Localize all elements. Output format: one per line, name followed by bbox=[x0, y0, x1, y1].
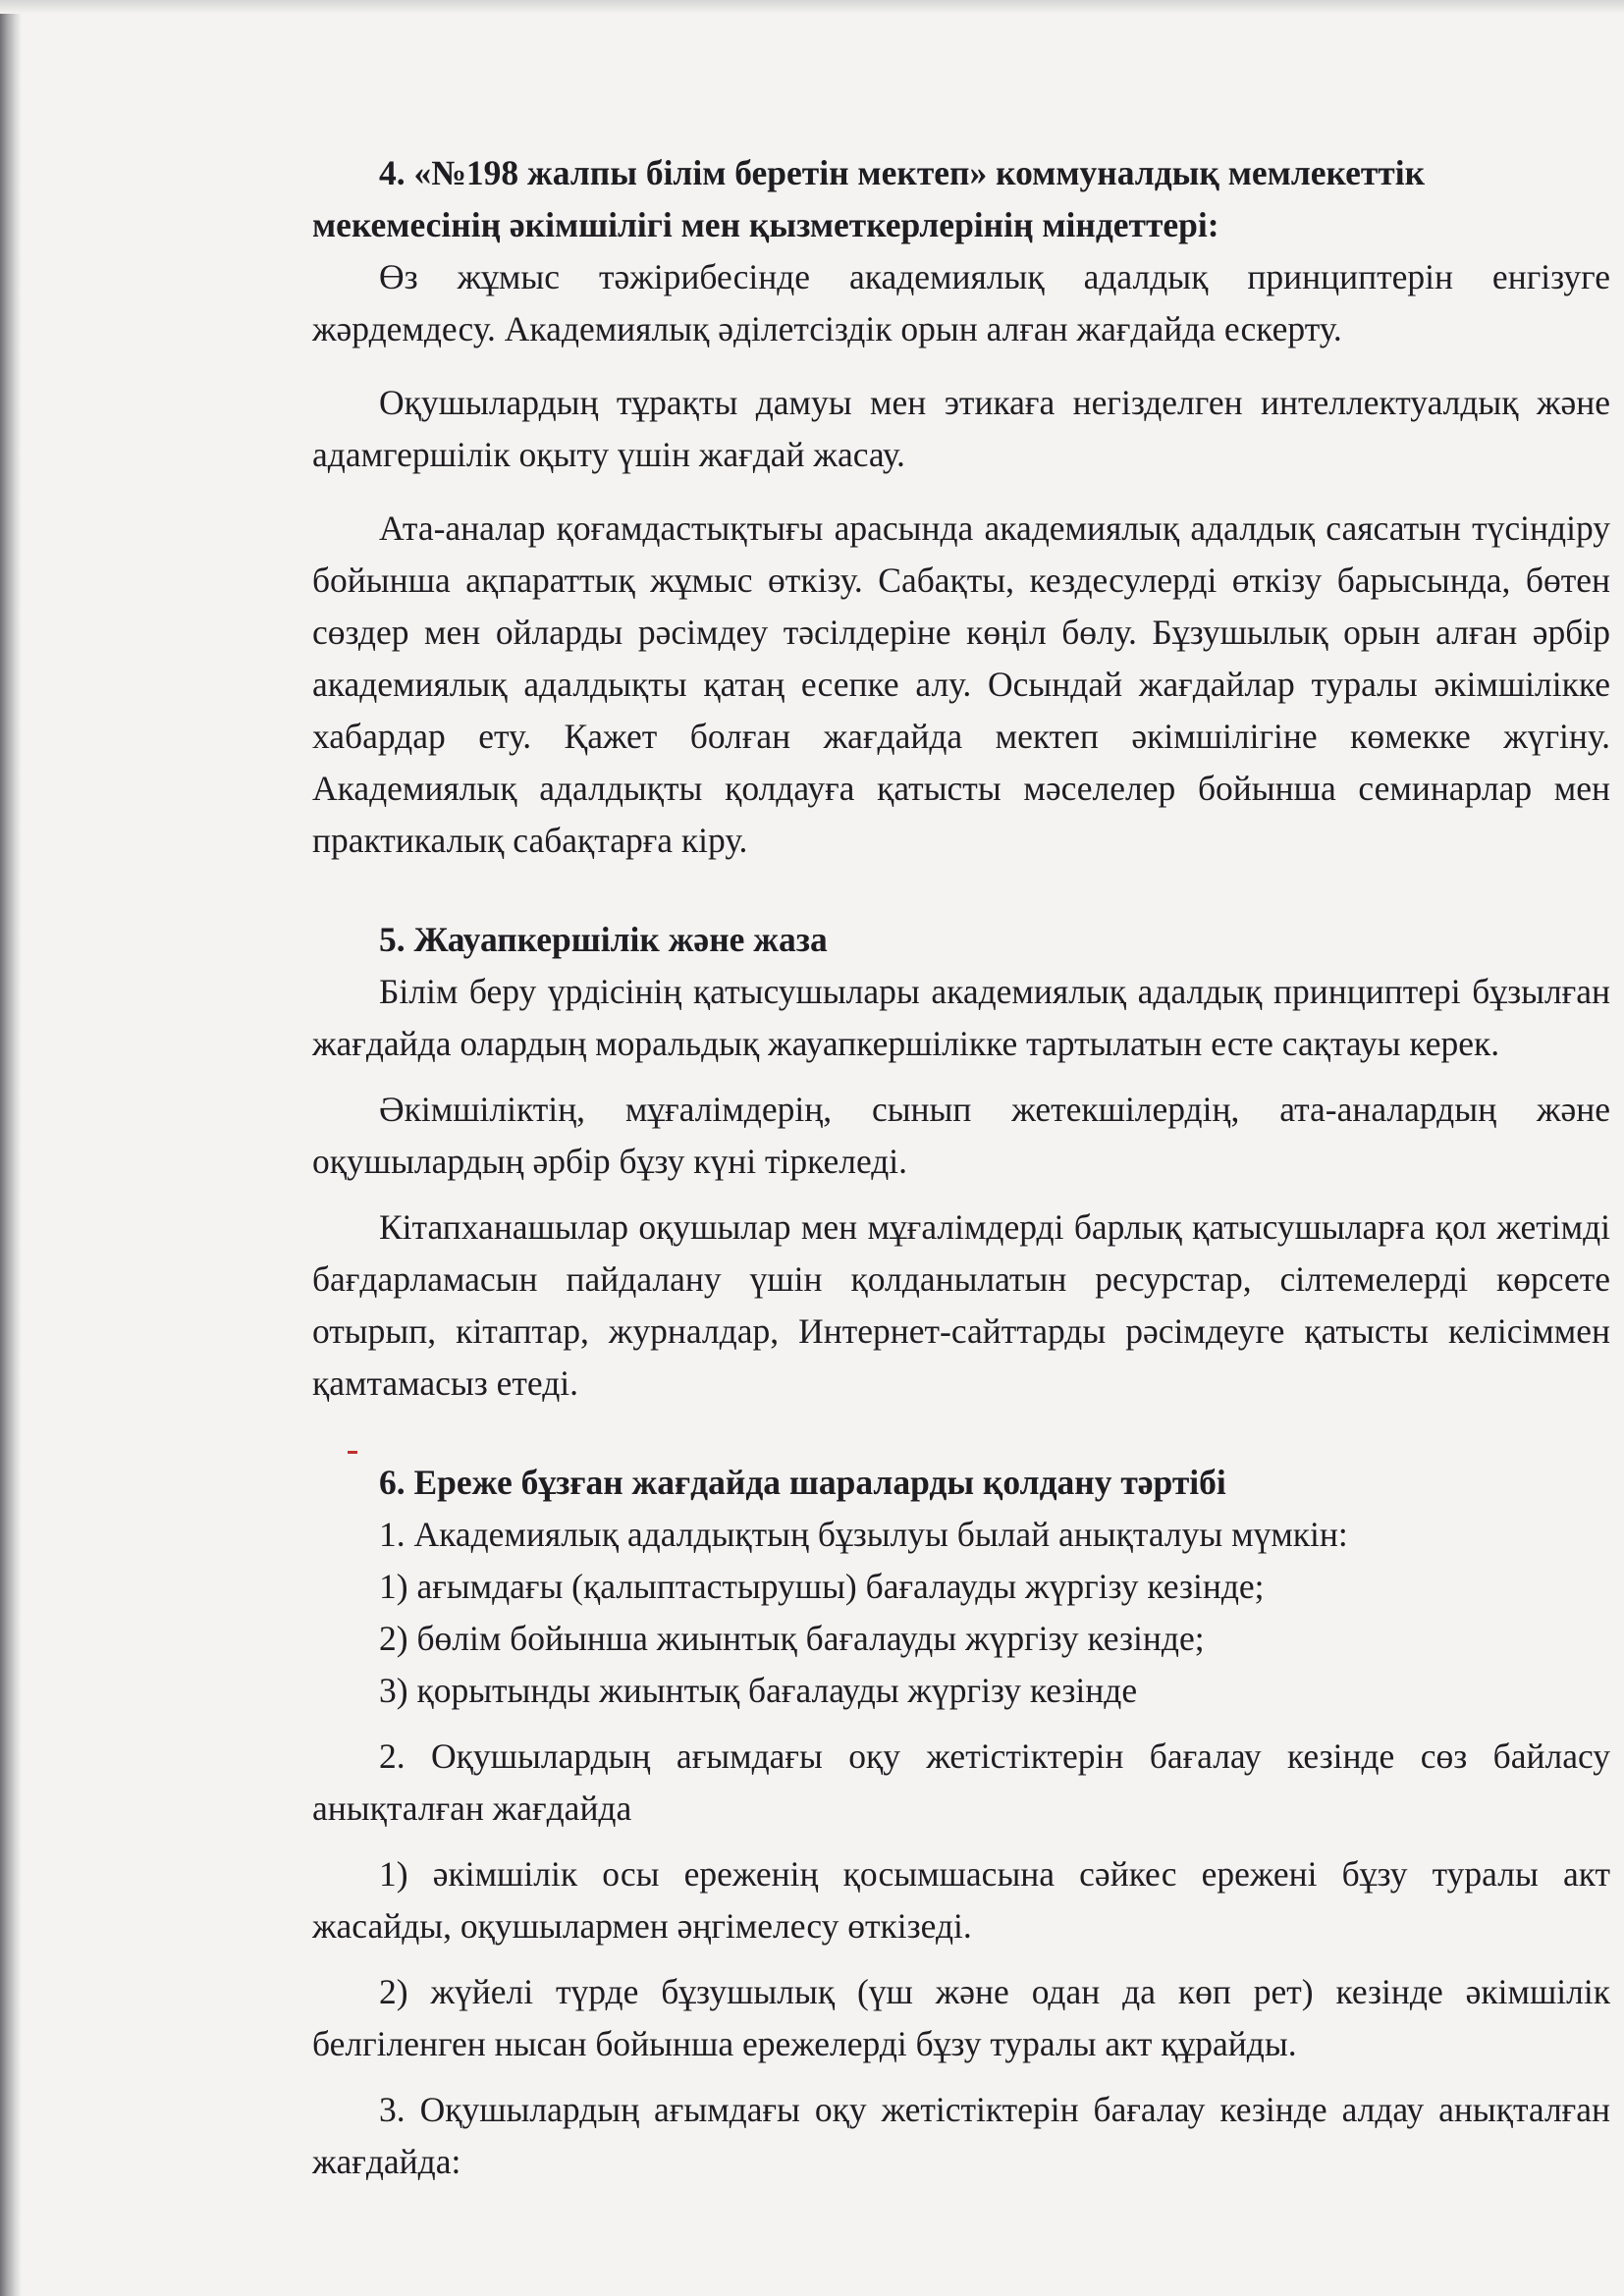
section-5-paragraph-1: Білім беру үрдісінің қатысушылары академиялық адалдық принциптері бұзылған жағдайда олардың моральдық жауапкершілікке тартылатын есте сақтауы керек. bbox=[312, 972, 1610, 1063]
document-body bbox=[312, 147, 1610, 2188]
section-6-paragraph-5: 3. Оқушылардың ағымдағы оқу жетістіктерін бағалау кезінде алдау анықталған жағдайда: bbox=[312, 2090, 1610, 2181]
section-5-paragraph-3: Кітапханашылар оқушылар мен мұғалімдерді барлық қатысушыларға қол жетімді бағдарламасын пайдалану үшін қолданылатын ресурстар, сілтемелерді көрсете отырып, кітаптар, журналдар, Интернет-сайттарды рәсімдеуге қатысты келісіммен қамтамасыз етеді. bbox=[312, 1207, 1610, 1403]
section-6-heading: 6. Ереже бұзған жағдайда шараларды қолдану тәртібі bbox=[379, 1463, 1226, 1502]
section-4-paragraph-1: Өз жұмыс тәжірибесінде академиялық адалдық принциптерін енгізуге жәрдемдесу. Академиялық әділетсіздік орын алған жағдайда ескерту. bbox=[312, 257, 1610, 348]
list-item: 1) ағымдағы (қалыптастырушы) бағалауды жүргізу кезінде; bbox=[379, 1567, 1265, 1606]
section-4-heading-line-2: мекемесінің әкімшілігі мен қызметкерлерінің міндеттері: bbox=[312, 205, 1219, 244]
list-item: 3) қорытынды жиынтық бағалауды жүргізу кезінде bbox=[379, 1671, 1138, 1710]
scan-left-edge-shadow bbox=[0, 0, 22, 2296]
section-4-paragraph-3: Ата-аналар қоғамдастықтығы арасында академиялық адалдық саясатын түсіндіру бойынша ақпараттық жұмыс өткізу. Сабақты, кездесулерді өткізу барысында, бөтен сөздер мен ойларды рәсімдеу тәсілдеріне көңіл бөлу. Бұзушылық орын алған әрбір академиялық адалдықты қатаң есепке алу. Осындай жағдайлар туралы әкімшілікке хабардар ету. Қажет болған жағдайда мектеп әкімшілігіне көмекке жүгіну. Академиялық адалдықты қолдауға қатысты мәселелер бойынша семинарлар мен практикалық сабақтарға кіру. bbox=[312, 508, 1610, 860]
section-6 bbox=[312, 1457, 1610, 2188]
section-4 bbox=[312, 147, 1610, 867]
scan-top-edge-shadow bbox=[0, 0, 1624, 14]
section-5-heading: 5. Жауапкершілік және жаза bbox=[379, 920, 828, 959]
section-5-paragraph-2: Әкімшіліктің, мұғалімдерің, сынып жетекшілердің, ата-аналардың және оқушылардың әрбір бұзу күні тіркеледі. bbox=[312, 1090, 1610, 1181]
section-6-paragraph-4: 2) жүйелі түрде бұзушылық (үш және одан да көп рет) кезінде әкімшілік белгіленген нысан бойынша ережелерді бұзу туралы акт құрайды. bbox=[312, 1972, 1610, 2063]
section-5 bbox=[312, 914, 1610, 1410]
list-item: 2) бөлім бойынша жиынтық бағалауды жүргізу кезінде; bbox=[379, 1619, 1205, 1658]
section-4-paragraph-2: Оқушылардың тұрақты дамуы мен этикаға негізделген интеллектуалдық және адамгершілік оқыту үшін жағдай жасау. bbox=[312, 383, 1610, 474]
section-4-heading-line-1: 4. «№198 жалпы білім беретін мектеп» коммуналдық мемлекеттік bbox=[379, 153, 1426, 192]
section-6-paragraph-3: 1) әкімшілік осы ереженің қосымшасына сәйкес ережені бұзу туралы акт жасайды, оқушылармен әңгімелесу өткізеді. bbox=[312, 1854, 1610, 1946]
section-6-paragraph-1: 1. Академиялық адалдықтың бұзылуы былай анықталуы мүмкін: bbox=[379, 1515, 1348, 1554]
section-6-paragraph-2: 2. Оқушылардың ағымдағы оқу жетістіктерін бағалау кезінде сөз байласу анықталған жағдайда bbox=[312, 1736, 1610, 1828]
